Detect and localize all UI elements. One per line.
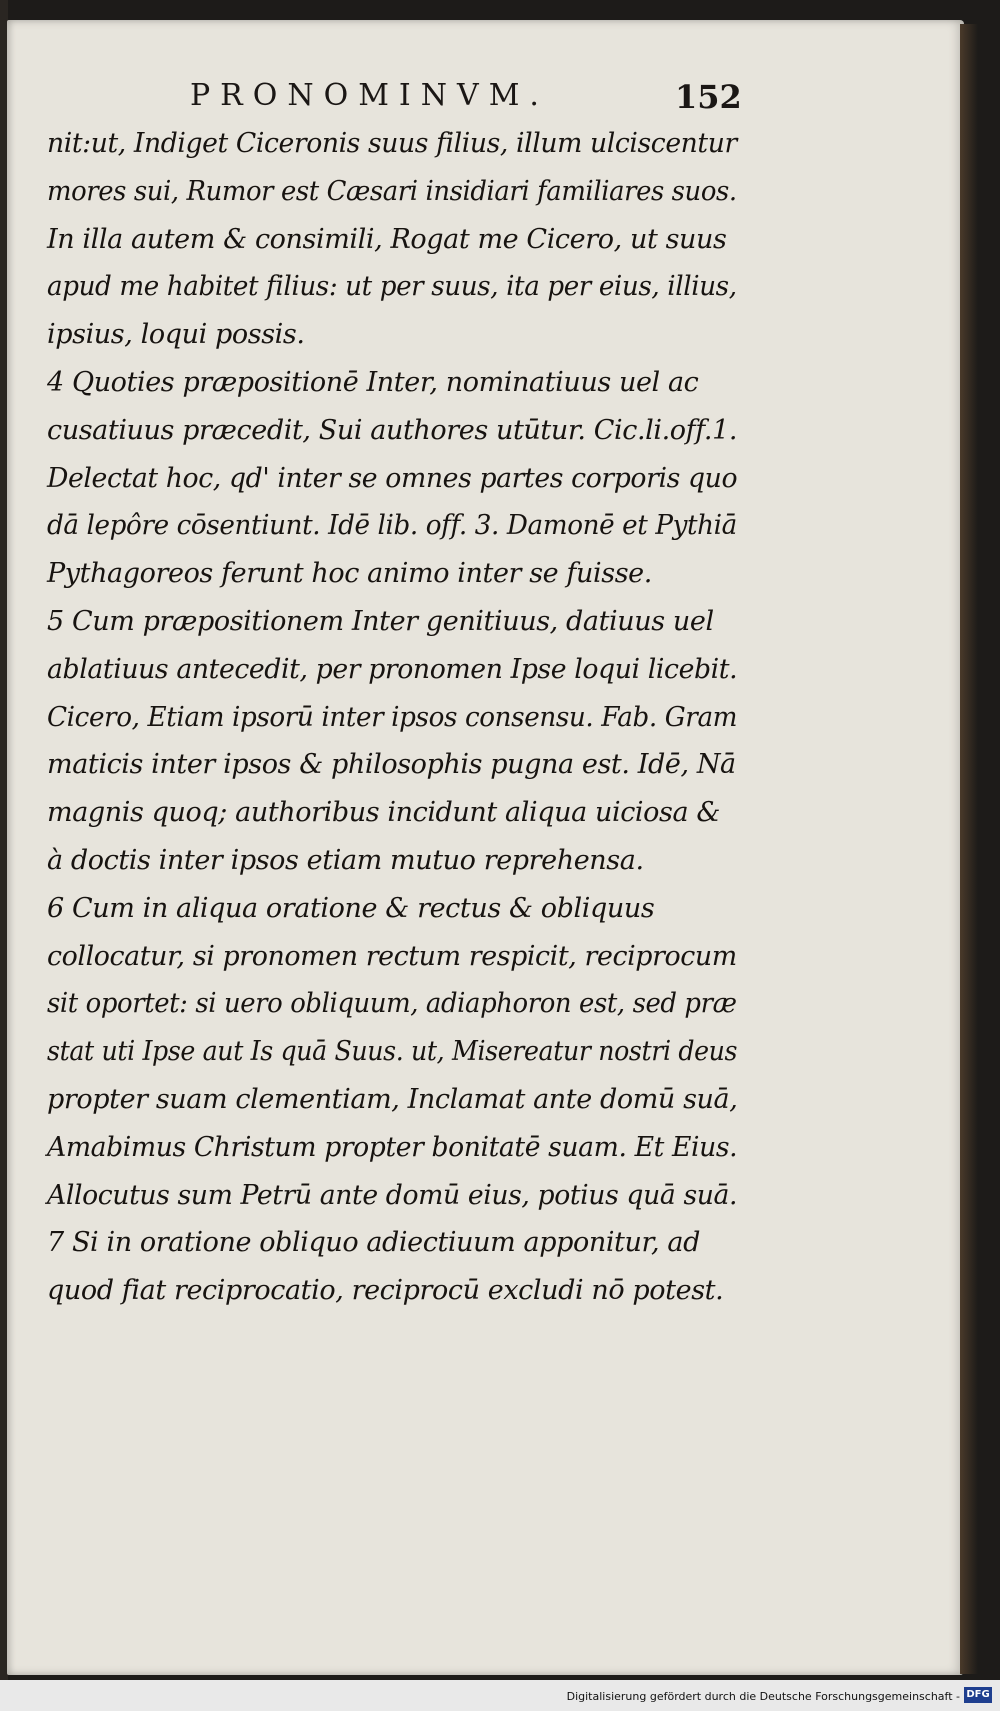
- body-text-line: ipsius, loqui possis.: [47, 319, 305, 351]
- body-text-line: sit oportet: si uero obliquum, adiaphoron est, sed præ: [47, 988, 737, 1020]
- body-text-line: In illa autem & consimili, Rogat me Cicero, ut suus: [47, 223, 727, 255]
- body-text-line: nit:ut, Indiget Ciceronis suus filius, illum ulciscentur: [47, 128, 737, 159]
- body-text-line: maticis inter ipsos & philosophis pugna est. Idē, Nā: [47, 749, 736, 781]
- body-text-line: ablatiuus antecedit, per pronomen Ipse loqui licebit.: [47, 653, 738, 685]
- body-text-line: 7 Si in oratione obliquo adiectiuum apponitur, ad: [47, 1227, 700, 1259]
- body-text-line: Delectat hoc, qd' inter se omnes partes corporis quo: [47, 462, 738, 494]
- body-text-line: 4 Quoties præpositionē Inter, nominatiuus uel ac: [47, 367, 699, 398]
- body-text-line: quod fiat reciprocatio, reciprocū excludi nō potest.: [47, 1275, 724, 1307]
- body-text-line: collocatur, si pronomen rectum respicit, reciprocum: [47, 940, 737, 972]
- body-text-line: à doctis inter ipsos etiam mutuo reprehensa.: [47, 845, 644, 876]
- dfg-logo-icon: DFG: [964, 1687, 992, 1703]
- body-text-line: Amabimus Christum propter bonitatē suam. Et Eius.: [47, 1131, 738, 1163]
- page-number: 152: [675, 78, 742, 116]
- page-edge: [960, 24, 978, 1674]
- body-text-line: propter suam clementiam, Inclamat ante domū suā,: [47, 1084, 738, 1115]
- body-text-line: Cicero, Etiam ipsorū inter ipsos consensu. Fab. Gram: [47, 701, 738, 733]
- body-text-line: 6 Cum in aliqua oratione & rectus & obliquus: [47, 892, 655, 924]
- body-text-line: magnis quoq; authoribus incidunt aliqua uiciosa &: [47, 797, 720, 829]
- body-text-line: mores sui, Rumor est Cæsari insidiari familiares suos.: [47, 175, 737, 207]
- body-text-line: Pythagoreos ferunt hoc animo inter se fuisse.: [47, 558, 652, 590]
- body-text-line: stat uti Ipse aut Is quā Suus. ut, Misereatur nostri deus: [47, 1036, 738, 1068]
- body-text-line: 5 Cum præpositionem Inter genitiuus, datiuus uel: [47, 606, 714, 637]
- body-text-line: apud me habitet filius: ut per suus, ita per eius, illius,: [47, 271, 737, 303]
- footer-credit-text: Digitalisierung gefördert durch die Deutsche Forschungsgemeinschaft -: [566, 1690, 960, 1703]
- running-header-title: PRONOMINVM.: [190, 78, 549, 113]
- body-text-line: dā lepôre cōsentiunt. Idē lib. off. 3. Damonē et Pythiā: [47, 510, 737, 542]
- body-text-line: Allocutus sum Petrū ante domū eius, potius quā suā.: [47, 1179, 738, 1211]
- body-text-line: cusatiuus præcedit, Sui authores utūtur. Cic.li.off.1.: [47, 414, 738, 446]
